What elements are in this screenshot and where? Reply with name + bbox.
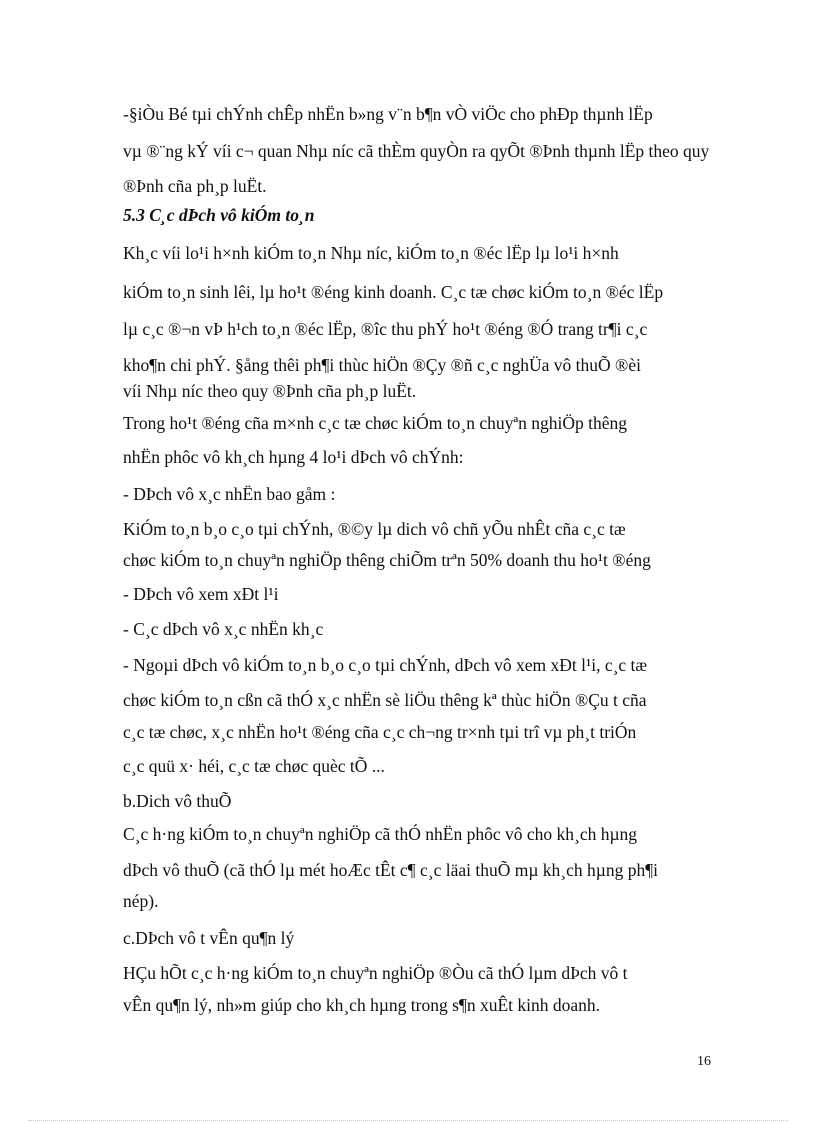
list-item: - C¸c dÞch vô x¸c nhËn kh¸c <box>123 619 324 639</box>
text-line: víi Nhµ níc theo quy ®Þnh cña ph¸p luËt. <box>123 381 417 401</box>
section-heading: 5.3 C¸c dÞch vô kiÓm to¸n <box>123 205 315 225</box>
text-line: c¸c tæ chøc, x¸c nhËn ho¹t ®éng cña c¸c ch¬ng tr×nh tµi trî vµ ph¸t triÓn <box>123 722 637 742</box>
list-item: - DÞch vô x¸c nhËn bao gåm : <box>123 484 336 504</box>
text-line: kiÓm to¸n sinh lêi, lµ ho¹t ®éng kinh doanh. C¸c tæ chøc kiÓm to¸n ®éc lËp <box>123 282 664 302</box>
text-line: HÇu hÕt c¸c h·ng kiÓm to¸n chuyªn nghiÖp ®Òu cã thÓ lµm dÞch vô t <box>123 963 628 983</box>
text-line: vµ ®¨ng kÝ víi c¬ quan Nhµ níc cã thÈm quyÒn ra qyÕt ®Þnh thµnh lËp theo quy <box>123 141 710 161</box>
text-line: nép). <box>123 891 159 911</box>
text-line: KiÓm to¸n b¸o c¸o tµi chÝnh, ®©y lµ dich vô chñ yÕu nhÊt cña c¸c tæ <box>123 519 626 539</box>
subheading: b.Dich vô thuÕ <box>123 791 232 811</box>
page-number: 16 <box>697 1054 711 1069</box>
text-line: vÊn qu¶n lý, nh»m giúp cho kh¸ch hµng trong s¶n xuÊt kinh doanh. <box>123 995 601 1015</box>
text-line: ®Þnh cña ph¸p luËt. <box>123 176 267 196</box>
text-line: chøc kiÓm to¸n cßn cã thÓ x¸c nhËn sè liÖu thêng kª thùc hiÖn ®Çu t cña <box>123 690 647 710</box>
list-item: - Ngoµi dÞch vô kiÓm to¸n b¸o c¸o tµi chÝnh, dÞch vô xem xÐt l¹i, c¸c tæ <box>123 655 648 675</box>
text-line: Kh¸c víi lo¹i h×nh kiÓm to¸n Nhµ níc, kiÓm to¸n ®éc lËp lµ lo¹i h×nh <box>123 243 619 263</box>
text-line: dÞch vô thuÕ (cã thÓ lµ mét hoÆc tÊt c¶ c¸c läai thuÕ mµ kh¸ch hµng ph¶i <box>123 860 659 880</box>
text-line: nhËn phôc vô kh¸ch hµng 4 lo¹i dÞch vô chÝnh: <box>123 447 464 467</box>
text-line: c¸c quü x· héi, c¸c tæ chøc quèc tÕ ... <box>123 756 385 776</box>
subheading: c.DÞch vô t vÊn qu¶n lý <box>123 928 295 948</box>
page-bottom-border <box>28 1120 788 1121</box>
text-line: kho¶n chi phÝ. §ång thêi ph¶i thùc hiÖn ®Çy ®ñ c¸c nghÜa vô thuÕ ®èi <box>123 355 641 375</box>
list-item: - DÞch vô xem xÐt l¹i <box>123 584 279 604</box>
text-line: lµ c¸c ®¬n vÞ h¹ch to¸n ®éc lËp, ®îc thu phÝ ho¹t ®éng ®Ó trang tr¶i c¸c <box>123 319 648 339</box>
text-line: -§iÒu Bé tµi chÝnh chÊp nhËn b»ng v¨n b¶n vÒ viÖc cho phÐp thµnh lËp <box>123 104 653 124</box>
text-line: C¸c h·ng kiÓm to¸n chuyªn nghiÖp cã thÓ nhËn phôc vô cho kh¸ch hµng <box>123 824 638 844</box>
text-line: Trong ho¹t ®éng cña m×nh c¸c tæ chøc kiÓm to¸n chuyªn nghiÖp thêng <box>123 413 628 433</box>
text-line: chøc kiÓm to¸n chuyªn nghiÖp thêng chiÕm trªn 50% doanh thu ho¹t ®éng <box>123 550 651 570</box>
